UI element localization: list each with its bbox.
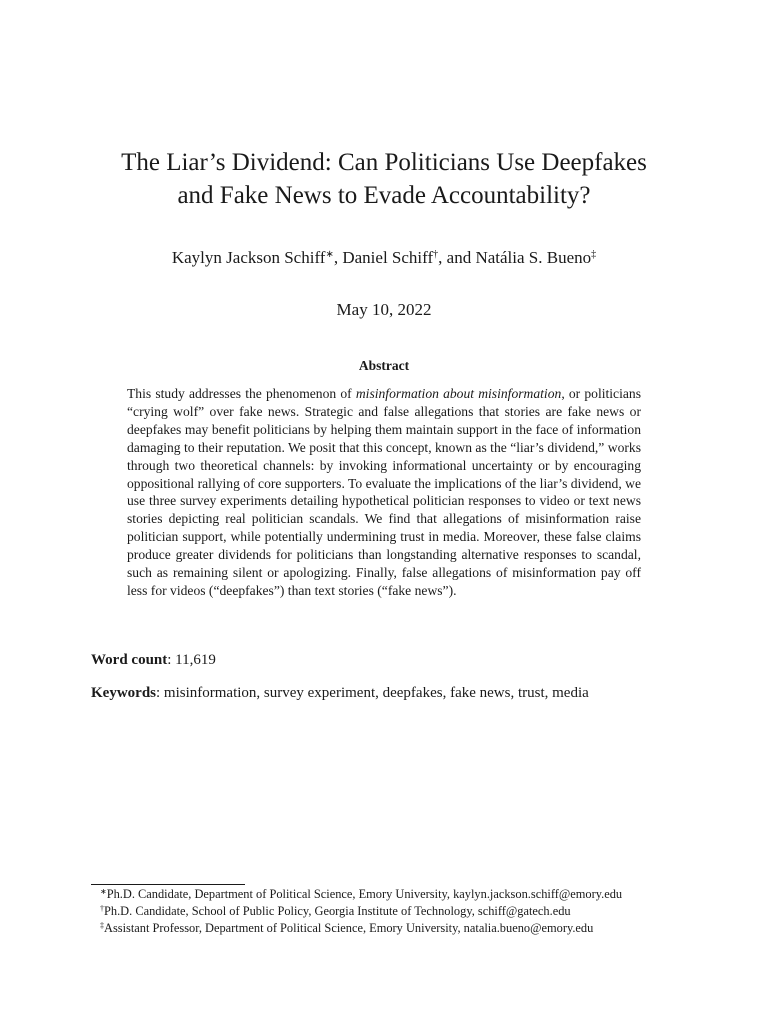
abstract-intro: This study addresses the phenomenon of <box>127 386 356 401</box>
abstract-emphasis: misinformation about misinformation <box>355 386 562 401</box>
abstract-heading: Abstract <box>358 358 410 373</box>
author-name: Daniel Schiff <box>342 248 434 267</box>
word-count-label: Word count <box>91 652 168 668</box>
footnote-text: Ph.D. Candidate, School of Public Policy, Georgia Institute of Technology, schiff@gatech.edu <box>104 904 571 918</box>
author-name: Kaylyn Jackson Schiff <box>171 248 326 267</box>
footnote <box>100 920 740 937</box>
word-count-value: : 11,619 <box>167 652 216 668</box>
author-separator: , and <box>438 248 476 267</box>
author-name: Natália S. Bueno <box>475 248 592 267</box>
keywords-label: Keywords <box>91 685 156 701</box>
footnotes <box>100 886 740 937</box>
author-footnote-mark: † <box>433 249 439 260</box>
title-line-2: and Fake News to Evade Accountability? <box>177 182 591 209</box>
author-list <box>0 247 768 269</box>
abstract-body <box>127 385 641 600</box>
keywords <box>91 683 691 703</box>
abstract-rest: , or politicians “crying wolf” over fake news. Strategic and false allegations that stories are fake news or deepfakes may benefit politicians by helping them maintain support in the face of information damaging to their reputation. We posit that this concept, known as the “liar’s dividend,” works through two theoretical channels: by invoking informational uncertainty or by encouraging oppositional rallying of core supporters. To evaluate the implications of the liar’s dividend, we use three survey experiments detailing hypothetical politician responses to video or text news stories depicting real politician scandals. We find that allegations of misinformation raise politician support, while potentially undermining trust in media. Moreover, these false claims produce greater dividends for politicians than longstanding alternative responses to scandal, such as remaining silent or apologizing. Finally, false allegations of misinformation pay off less for videos (“deepfakes”) than text stories (“fake news”). <box>127 386 641 598</box>
footnote-mark: † <box>100 904 104 913</box>
author-footnote-mark: ∗ <box>325 249 334 260</box>
paper-date: May 10, 2022 <box>336 300 432 319</box>
author-footnote-mark: ‡ <box>591 249 597 260</box>
footnote <box>100 886 740 903</box>
title-line-1: The Liar’s Dividend: Can Politicians Use Deepfakes <box>121 149 647 176</box>
footnote-text: Ph.D. Candidate, Department of Political Science, Emory University, kaylyn.jackson.schiff@emory.edu <box>106 887 623 901</box>
footnote-mark: ‡ <box>100 921 104 930</box>
paper-title <box>0 146 768 212</box>
keywords-value: : misinformation, survey experiment, deepfakes, fake news, trust, media <box>156 685 589 701</box>
footnote-mark: ∗ <box>100 887 107 896</box>
footnote-divider <box>91 884 245 885</box>
footnote <box>100 903 740 920</box>
word-count <box>91 650 691 670</box>
footnote-text: Assistant Professor, Department of Political Science, Emory University, natalia.bueno@emory.edu <box>104 921 594 935</box>
author-separator: , <box>333 248 343 267</box>
